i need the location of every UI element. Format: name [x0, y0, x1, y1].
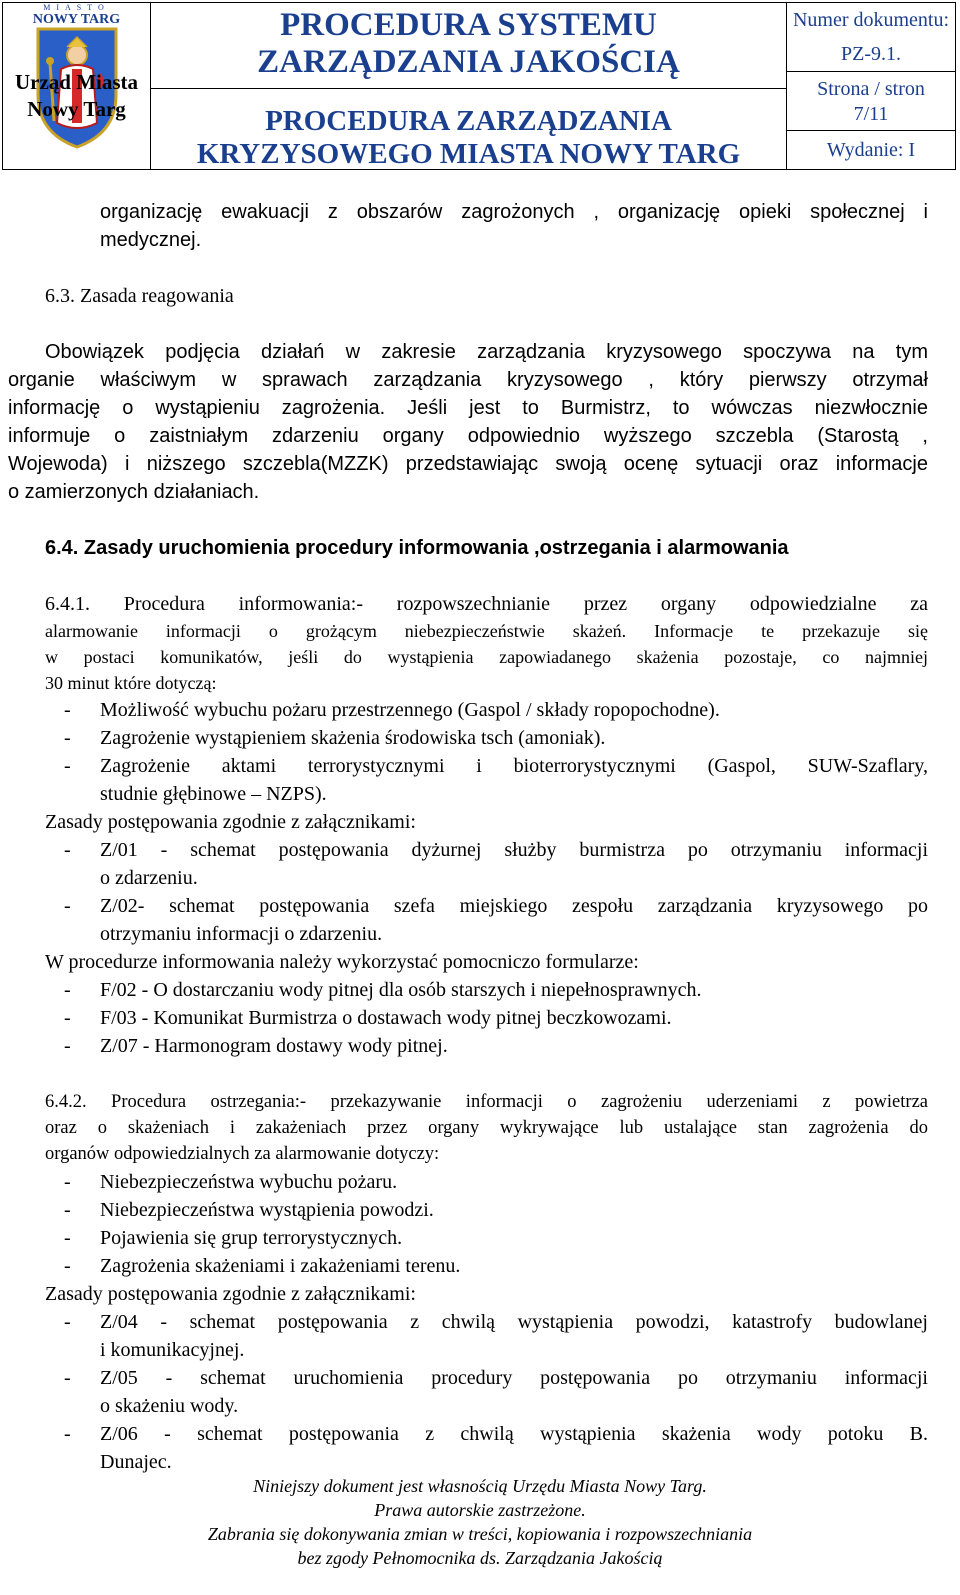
list-bullet: -	[64, 699, 71, 721]
title-divider	[151, 88, 786, 89]
list-item: Z/05 - schemat uruchomienia procedury postępowania po otrzymaniu informacji	[100, 1367, 928, 1389]
footer-line: Zabrania się dokonywania zmian w treści, kopiowania i rozpowszechniania	[207, 1524, 753, 1544]
list-item: o skażeniu wody.	[100, 1395, 239, 1417]
list-item: studnie głębinowe – NZPS).	[100, 783, 327, 805]
doc-number-label: Numer dokumentu:	[792, 9, 950, 31]
footer-line: Niniejszy dokument jest własnością Urzędu Miasta Nowy Targ.	[253, 1476, 707, 1496]
intro-line: medycznej.	[100, 229, 202, 251]
paragraph-line: alarmowanie informacji o grożącym niebezpieczeństwie skażeń. Informacje te przekazuje się	[45, 621, 928, 641]
title-cell	[151, 3, 787, 169]
procedure-subtitle	[151, 105, 786, 171]
list-item: Niebezpieczeństwa wybuchu pożaru.	[100, 1171, 398, 1193]
list-item: Możliwość wybuchu pożaru przestrzennego (Gaspol / składy ropopochodne).	[100, 699, 720, 721]
paragraph-line: 6.4.1. Procedura informowania:- rozpowszechnianie przez organy odpowiedzialne za	[45, 593, 928, 615]
logo-office-line1: Urząd Miasta	[14, 70, 139, 94]
list-item: Z/04 - schemat postępowania z chwilą wystąpienia powodzi, katastrofy budowlanej	[100, 1311, 928, 1333]
procedure-title	[151, 7, 786, 81]
paragraph-line: informuje o zaistniałym zdarzeniu organy odpowiednio wyższego szczebla (Starostą ,	[8, 425, 928, 447]
list-item: Pojawienia się grup terrorystycznych.	[100, 1227, 403, 1249]
attachments-intro: Zasady postępowania zgodnie z załącznikami:	[45, 1283, 416, 1305]
list-bullet: -	[64, 1199, 71, 1221]
doc-number: PZ-9.1.	[841, 43, 901, 65]
subtitle-line-2: KRYZYSOWEGO MIASTA NOWY TARG	[196, 138, 741, 170]
paragraph-line: Obowiązek podjęcia działań w zakresie zarządzania kryzysowego spoczywa na tym	[45, 341, 928, 363]
list-bullet: -	[64, 1035, 71, 1057]
title-line-1: PROCEDURA SYSTEMU	[280, 7, 657, 43]
page-number: 7/11	[853, 103, 889, 125]
list-item: Z/01 - schemat postępowania dyżurnej służby burmistrza po otrzymaniu informacji	[100, 839, 928, 861]
footer-line: bez zgody Pełnomocnika ds. Zarządzania Jakością	[297, 1548, 663, 1568]
list-bullet: -	[64, 1007, 71, 1029]
list-item: Zagrożenia skażeniami i zakażeniami terenu.	[100, 1255, 461, 1277]
meta-divider	[787, 71, 955, 72]
list-item: Z/07 - Harmonogram dostawy wody pitnej.	[100, 1035, 448, 1057]
list-item: Niebezpieczeństwa wystąpienia powodzi.	[100, 1199, 434, 1221]
list-item: Zagrożenie aktami terrorystycznymi i bioterrorystycznymi (Gaspol, SUW-Szaflary,	[100, 755, 928, 777]
list-bullet: -	[64, 1423, 71, 1445]
subtitle-line-1: PROCEDURA ZARZĄDZANIA	[265, 105, 672, 137]
list-item: Z/06 - schemat postępowania z chwilą wystąpienia skażenia wody potoku B.	[100, 1423, 928, 1445]
meta-divider	[787, 130, 955, 131]
list-bullet: -	[64, 839, 71, 861]
list-item: Dunajec.	[100, 1451, 172, 1473]
logo-cell	[3, 3, 151, 169]
title-line-2: ZARZĄDZANIA JAKOŚCIĄ	[257, 44, 680, 80]
list-bullet: -	[64, 979, 71, 1001]
paragraph-line: oraz o skażeniach i zakażeniach przez organy wykrywające lub ustalające stan zagrożenia do	[45, 1118, 928, 1138]
list-bullet: -	[64, 727, 71, 749]
page-label: Strona / stron	[817, 78, 925, 100]
document-header	[2, 2, 956, 170]
section-heading-6-4: 6.4. Zasady uruchomienia procedury informowania ,ostrzegania i alarmowania	[45, 537, 789, 559]
paragraph-line: o zamierzonych działaniach.	[8, 481, 260, 503]
list-item: F/02 - O dostarczaniu wody pitnej dla osób starszych i niepełnosprawnych.	[100, 979, 702, 1001]
paragraph-line: organów odpowiedzialnych za alarmowanie dotyczy:	[45, 1144, 440, 1164]
list-bullet: -	[64, 1367, 71, 1389]
list-item: otrzymaniu informacji o zdarzeniu.	[100, 923, 383, 945]
list-item: Zagrożenie wystąpieniem skażenia środowiska tsch (amoniak).	[100, 727, 606, 749]
logo-city: NOWY TARG	[32, 12, 121, 27]
list-bullet: -	[64, 895, 71, 917]
paragraph-line: organie właściwym w sprawach zarządzania kryzysowego , który pierwszy otrzymał	[8, 369, 928, 391]
section-heading-6-3: 6.3. Zasada reagowania	[45, 285, 234, 307]
paragraph-line: 6.4.2. Procedura ostrzegania:- przekazywanie informacji o zagrożeniu uderzeniami z powietrza	[45, 1092, 928, 1112]
logo-office-line2: Nowy Targ	[27, 97, 126, 121]
edition: Wydanie: I	[826, 139, 916, 161]
paragraph-line: 30 minut które dotyczą:	[45, 673, 217, 693]
list-bullet: -	[64, 755, 71, 777]
attachments-intro: Zasady postępowania zgodnie z załącznikami:	[45, 811, 416, 833]
list-item: F/03 - Komunikat Burmistrza o dostawach wody pitnej beczkowozami.	[100, 1007, 672, 1029]
meta-cell	[787, 3, 955, 169]
list-bullet: -	[64, 1255, 71, 1277]
list-bullet: -	[64, 1171, 71, 1193]
intro-line: organizację ewakuacji z obszarów zagrożonych , organizację opieki społecznej i	[100, 201, 928, 223]
footer-line: Prawa autorskie zastrzeżone.	[374, 1500, 586, 1520]
paragraph-line: informację o wystąpieniu zagrożenia. Jeśli jest to Burmistrz, to wówczas niezwłocznie	[8, 397, 928, 419]
paragraph-line: w postaci komunikatów, jeśli do wystąpienia zapowiadanego skażenia pozostaje, co najmniej	[45, 647, 928, 667]
paragraph-line: Wojewoda) i niższego szczebla(MZZK) przedstawiając swoją ocenę sytuacji oraz informacje	[8, 453, 928, 475]
list-item: Z/02- schemat postępowania szefa miejskiego zespołu zarządzania kryzysowego po	[100, 895, 928, 917]
list-item: i komunikacyjnej.	[100, 1339, 245, 1361]
list-bullet: -	[64, 1227, 71, 1249]
logo-motto: MIASTO	[43, 3, 110, 12]
forms-intro: W procedurze informowania należy wykorzystać pomocniczo formularze:	[45, 951, 639, 973]
list-bullet: -	[64, 1311, 71, 1333]
list-item: o zdarzeniu.	[100, 867, 198, 889]
